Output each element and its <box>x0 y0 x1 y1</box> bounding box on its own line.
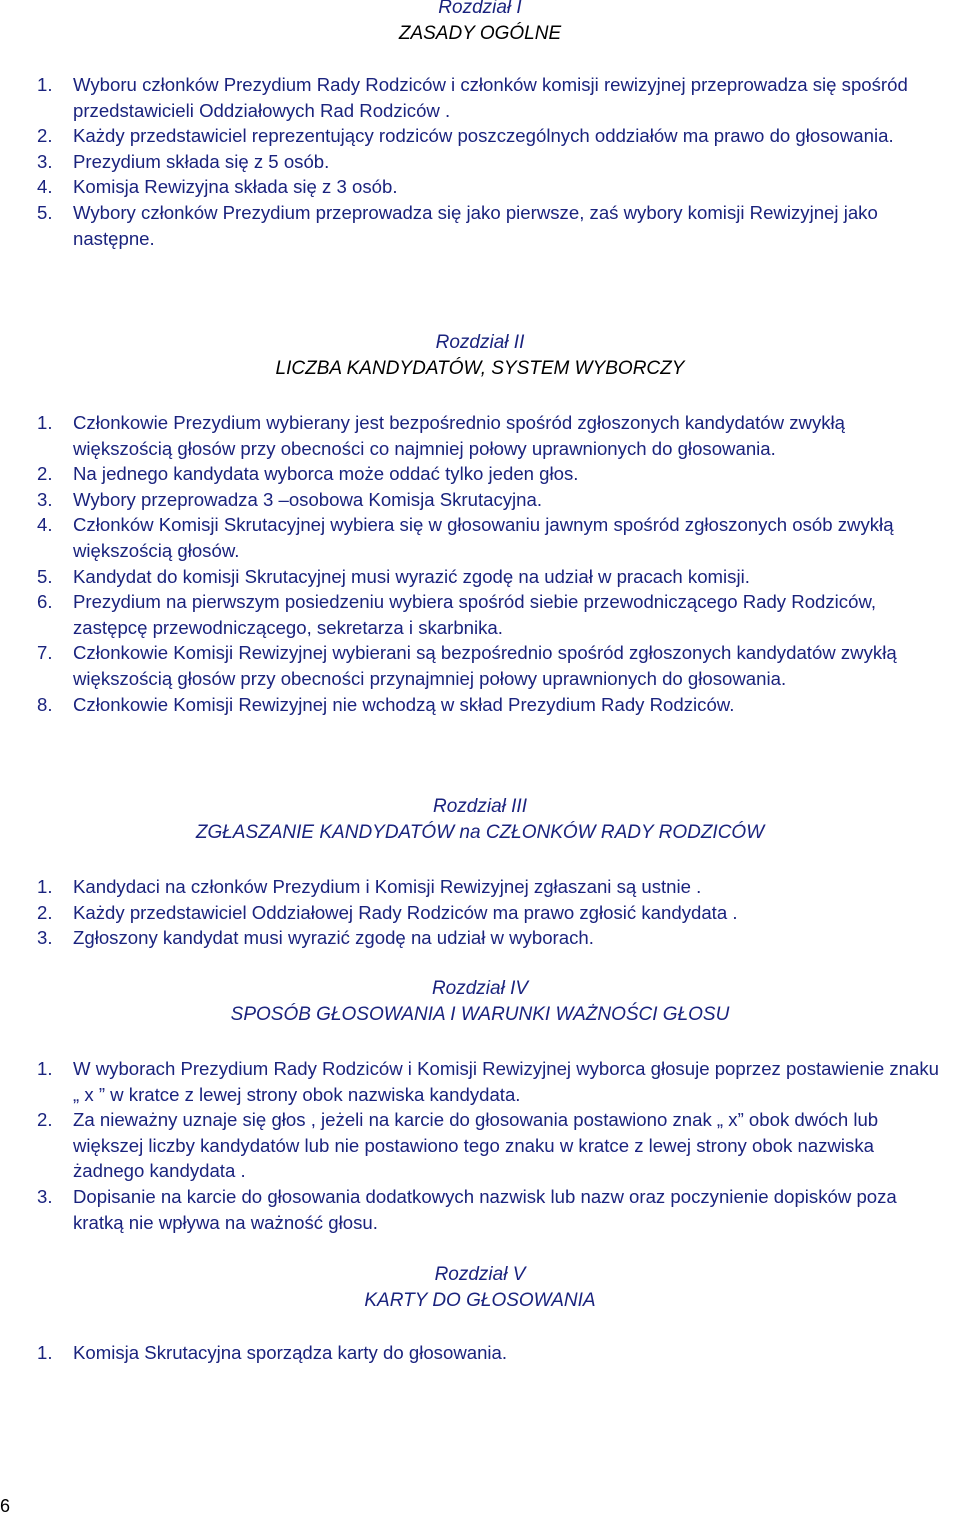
section-3 <box>0 794 960 846</box>
list-item <box>0 925 960 951</box>
item-text: Prezydium składa się z 5 osób. <box>73 150 330 172</box>
list-item <box>0 874 960 900</box>
list-item <box>0 410 960 461</box>
item-number: 4. <box>37 176 53 198</box>
chapter-heading: Rozdział I <box>438 0 522 18</box>
item-number: 5. <box>37 565 53 587</box>
page-number: 6 <box>0 1496 11 1516</box>
item-number: 2. <box>37 463 53 485</box>
section-5-list <box>0 1340 960 1366</box>
item-text: Członków Komisji Skrutacyjnej wybiera się w głosowaniu jawnym spośród zgłoszonych osób zwykłą większością głosów. <box>73 514 894 561</box>
section-2 <box>0 330 960 382</box>
chapter-heading: Rozdział IV <box>431 978 529 999</box>
chapter-title: ZGŁASZANIE KANDYDATÓW na CZŁONKÓW RADY RODZICÓW <box>195 822 765 843</box>
item-number: 3. <box>37 150 53 172</box>
item-text: Każdy przedstawiciel Oddziałowej Rady Rodziców ma prawo zgłosić kandydata . <box>73 901 738 923</box>
list-item <box>0 512 960 563</box>
item-text: Dopisanie na karcie do głosowania dodatkowych nazwisk lub nazw oraz poczynienie dopisków poza kratką nie wpływa na ważność głosu. <box>73 1185 897 1233</box>
chapter-title: LICZBA KANDYDATÓW, SYSTEM WYBORCZY <box>275 358 685 379</box>
item-text: W wyborach Prezydium Rady Rodziców i Komisji Rewizyjnej wyborca głosuje poprzez postawienie znaku „ x ” w kratce z lewej strony obok nazwiska kandydata. <box>73 1058 939 1105</box>
item-text: Wybory członków Prezydium przeprowadza się jako pierwsze, zaś wybory komisji Rewizyjnej jako następne. <box>73 201 878 249</box>
section-4-list <box>0 1056 960 1235</box>
item-text: Komisja Rewizyjna składa się z 3 osób. <box>73 176 398 198</box>
list-item <box>0 461 960 487</box>
list-item <box>0 1056 960 1107</box>
item-number: 3. <box>37 1185 53 1207</box>
list-item <box>0 589 960 640</box>
item-text: Kandydat do komisji Skrutacyjnej musi wyrazić zgodę na udział w pracach komisji. <box>73 565 750 587</box>
section-1 <box>0 0 960 47</box>
item-number: 6. <box>37 591 53 613</box>
item-text: Członkowie Komisji Rewizyjnej nie wchodzą w skład Prezydium Rady Rodziców. <box>73 693 735 715</box>
section-5 <box>0 1262 960 1314</box>
chapter-title: SPOSÓB GŁOSOWANIA I WARUNKI WAŻNOŚCI GŁOSU <box>230 1004 730 1025</box>
list-item <box>0 564 960 590</box>
list-item <box>0 1340 960 1366</box>
chapter-heading: Rozdział III <box>433 796 527 817</box>
list-item <box>0 692 960 718</box>
item-number: 1. <box>37 1342 53 1363</box>
chapter-heading: Rozdział II <box>435 332 525 353</box>
item-number: 3. <box>37 927 53 949</box>
list-item <box>0 200 960 251</box>
item-text: Członkowie Prezydium wybierany jest bezpośrednio spośród zgłoszonych kandydatów zwykłą większością głosów przy obecności co najmniej połowy uprawnionych do głosowania. <box>73 412 846 459</box>
chapter-title: ZASADY OGÓLNE <box>398 23 562 44</box>
item-text: Komisja Skrutacyjna sporządza karty do głosowania. <box>73 1342 508 1363</box>
item-number: 4. <box>37 514 53 536</box>
item-text: Każdy przedstawiciel reprezentujący rodziców poszczególnych oddziałów ma prawo do głosowania. <box>73 125 894 147</box>
item-text: Kandydaci na członków Prezydium i Komisji Rewizyjnej zgłaszani są ustnie . <box>73 876 702 897</box>
list-item <box>0 640 960 691</box>
item-number: 1. <box>37 1058 53 1079</box>
item-number: 5. <box>37 201 53 223</box>
item-number: 2. <box>37 125 53 147</box>
item-number: 7. <box>37 642 53 664</box>
section-1-list <box>0 72 960 251</box>
item-text: Zgłoszony kandydat musi wyrazić zgodę na udział w wyborach. <box>73 927 594 949</box>
item-text: Na jednego kandydata wyborca może oddać tylko jeden głos. <box>73 463 579 485</box>
list-item <box>0 149 960 175</box>
list-item <box>0 72 960 123</box>
section-3-list <box>0 874 960 951</box>
item-text: Wyboru członków Prezydium Rady Rodziców i członków komisji rewizyjnej przeprowadza się spośród przedstawicieli Oddziałowych Rad Rodziców . <box>73 74 908 121</box>
list-item <box>0 174 960 200</box>
item-number: 3. <box>37 488 53 510</box>
item-number: 2. <box>37 901 53 923</box>
item-number: 1. <box>37 74 53 95</box>
item-number: 1. <box>37 412 53 433</box>
list-item <box>0 487 960 513</box>
list-item <box>0 123 960 149</box>
item-text: Członkowie Komisji Rewizyjnej wybierani są bezpośrednio spośród zgłoszonych kandydatów zwykłą większością głosów przy obecności przynajmniej połowy uprawnionych do głosowania. <box>73 642 897 689</box>
item-number: 8. <box>37 693 53 715</box>
chapter-title: KARTY DO GŁOSOWANIA <box>364 1290 596 1311</box>
item-text: Za nieważny uznaje się głos , jeżeli na karcie do głosowania postawiono znak „ x” obok dwóch lub większej liczby kandydatów lub nie postawiono tego znaku w kratce z lewej strony obok nazwiska żadnego kandydata . <box>73 1109 879 1182</box>
chapter-heading: Rozdział V <box>434 1264 526 1285</box>
item-text: Wybory przeprowadza 3 –osobowa Komisja Skrutacyjna. <box>73 488 543 510</box>
section-4 <box>0 976 960 1028</box>
list-item <box>0 1107 960 1184</box>
item-number: 2. <box>37 1109 53 1131</box>
list-item <box>0 900 960 926</box>
section-2-list <box>0 410 960 717</box>
item-text: Prezydium na pierwszym posiedzeniu wybiera spośród siebie przewodniczącego Rady Rodziców, zastępcę przewodniczącego, sekretarza i skarbnika. <box>73 591 877 638</box>
item-number: 1. <box>37 876 53 897</box>
list-item <box>0 1184 960 1235</box>
